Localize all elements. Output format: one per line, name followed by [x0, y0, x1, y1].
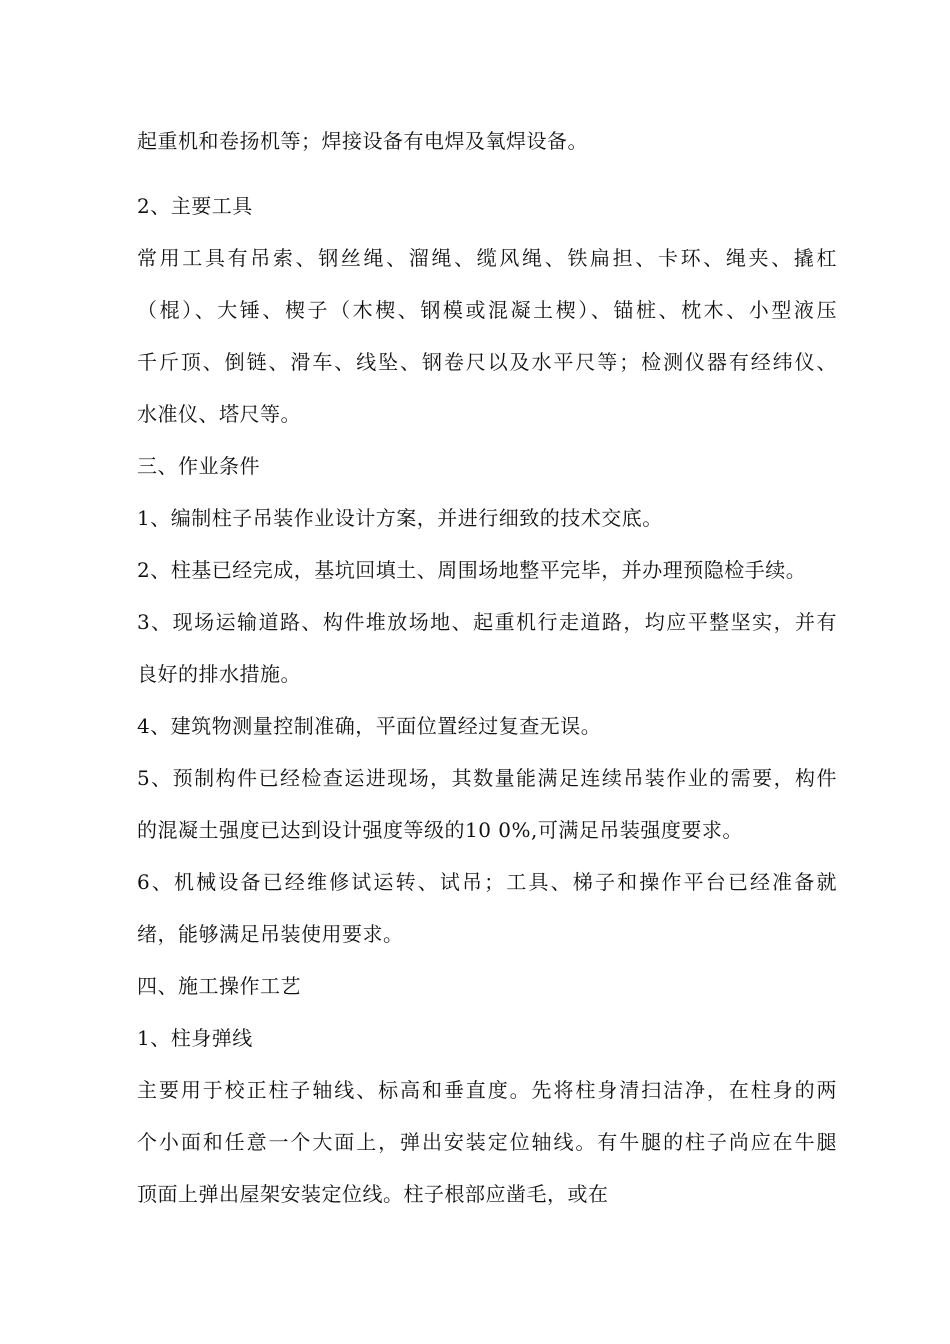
text-line: （棍）、大锤、楔子（木楔、钢模或混凝土楔）、锚桩、枕木、小型液压	[137, 298, 837, 322]
text-line: 1、编制柱子吊装作业设计方案，并进行细致的技术交底。	[137, 506, 663, 530]
text-line: 3、现场运输道路、构件堆放场地、起重机行走道路，均应平整坚实，并有	[137, 610, 837, 634]
text-line: 6、机械设备已经维修试运转、试吊；工具、梯子和操作平台已经准备就	[137, 870, 837, 894]
text-line: 千斤顶、倒链、滑车、线坠、钢卷尺以及水平尺等；检测仪器有经纬仪、	[137, 350, 837, 374]
text-line: 起重机和卷扬机等；焊接设备有电焊及氧焊设备。	[137, 129, 588, 153]
text-line: 绪，能够满足吊装使用要求。	[137, 922, 404, 946]
text-line: 的混凝土强度已达到设计强度等级的10 0%,可满足吊装强度要求。	[137, 818, 743, 842]
text-line: 水准仪、塔尺等。	[137, 402, 301, 426]
subheading: 2、主要工具	[137, 194, 253, 218]
text-line: 个小面和任意一个大面上，弹出安装定位轴线。有牛腿的柱子尚应在牛腿	[137, 1130, 837, 1154]
text-line: 良好的排水措施。	[137, 662, 301, 686]
section-heading: 四、施工操作工艺	[137, 974, 301, 998]
text-line: 4、建筑物测量控制准确，平面位置经过复查无误。	[137, 714, 602, 738]
text-line: 常用工具有吊索、钢丝绳、溜绳、缆风绳、铁扁担、卡环、绳夹、撬杠	[137, 246, 837, 270]
text-line: 主要用于校正柱子轴线、标高和垂直度。先将柱身清扫洁净，在柱身的两	[137, 1078, 837, 1102]
text-line: 5、预制构件已经检查运进现场，其数量能满足连续吊装作业的需要，构件	[137, 766, 837, 790]
text-line: 2、柱基已经完成，基坑回填土、周围场地整平完毕，并办理预隐检手续。	[137, 558, 807, 582]
subheading: 1、柱身弹线	[137, 1026, 253, 1050]
section-heading: 三、作业条件	[137, 454, 260, 478]
text-line: 顶面上弹出屋架安装定位线。柱子根部应凿毛，或在	[137, 1182, 609, 1206]
